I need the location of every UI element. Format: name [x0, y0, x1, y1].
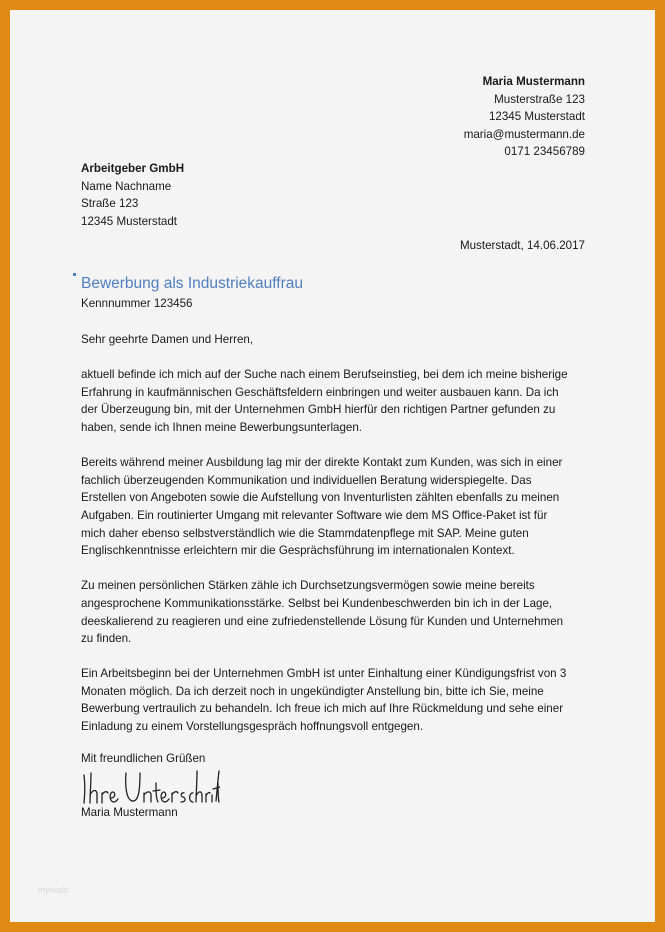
paragraph-line: Monaten möglich. Da ich derzeit noch in ungekündigter Anstellung bin, bitte ich Sie, meine [81, 684, 544, 698]
paragraph-line: der Überzeugung bin, mit der Unternehmen GmbH hierfür den richtigen Partner gefunden zu [81, 403, 556, 417]
paragraph-line: Englischkenntnisse erleichtern mir die Gesprächsführung im internationalen Kontext. [81, 544, 515, 558]
paragraph-line: haben, sende ich Ihnen meine Bewerbungsunterlagen. [81, 420, 363, 434]
handwritten-signature [80, 765, 220, 807]
closing-phrase: Mit freundlichen Grüßen [81, 752, 206, 765]
paragraph-line: Erfahrung in kaufmännischen Geschäftsfeldern einbringen und weiter ausbauen kann. Da ich [81, 385, 559, 399]
document-frame [5, 5, 660, 927]
paragraph-line: Ein Arbeitsbeginn bei der Unternehmen GmbH ist unter Einhaltung einer Kündigungsfrist von 3 [81, 667, 567, 681]
salutation: Sehr geehrte Damen und Herren, [81, 333, 254, 346]
watermark: mywals [38, 885, 69, 895]
paragraph-line: Zu meinen persönlichen Stärken zähle ich Durchsetzungsvermögen sowie meine bereits [81, 579, 535, 593]
paragraph-line: fachlich überzeugenden Kommunikation und individuellen Beratung widerspiegelte. Das [81, 473, 532, 487]
sender-block [464, 73, 585, 161]
paragraph-3 [81, 577, 591, 647]
recipient-street: Straße 123 [81, 197, 139, 211]
sender-phone: 0171 23456789 [504, 145, 585, 159]
paragraph-line: Bewerbung vertraulich zu behandeln. Ich freue ich mich auf Ihre Rückmeldung und sehe einer [81, 702, 564, 716]
paragraph-line: zu finden. [81, 632, 132, 646]
paragraph-4 [81, 665, 591, 735]
paragraph-marker-icon [73, 273, 76, 276]
paragraph-line: Einladung zu einem Vorstellungsgespräch hoffnungsvoll entgegen. [81, 720, 424, 734]
paragraph-2 [81, 454, 591, 560]
paragraph-line: mich daher ebenso selbstverständlich wie die Stammdatenpflege mit SAP. Meine guten [81, 526, 529, 540]
letter-body [81, 331, 591, 753]
paragraph-line: angesprochene Kommunikationsstärke. Selbst bei Kundenbeschwerden bin ich in der Lage, [81, 596, 553, 610]
letter-subject: Bewerbung als Industriekauffrau [81, 275, 304, 292]
paragraph-line: Aufgaben. Ein routinierter Umgang mit relevanter Software wie dem MS Office-Paket ist für [81, 508, 548, 522]
paragraph-line: deeskalierend zu reagieren und eine zufriedenstellende Lösung für Kunden und Unternehmen [81, 614, 564, 628]
sender-name: Maria Mustermann [482, 75, 585, 88]
recipient-block [81, 160, 184, 230]
letter-page [10, 10, 655, 922]
paragraph-1 [81, 366, 591, 436]
sender-street: Musterstraße 123 [494, 92, 585, 106]
paragraph-line: Bereits während meiner Ausbildung lag mir der direkte Kontakt zum Kunden, was sich in einer [81, 456, 563, 470]
recipient-company: Arbeitgeber GmbH [81, 162, 185, 175]
letter-date: Musterstadt, 14.06.2017 [459, 239, 585, 252]
paragraph-line: Erstellen von Angeboten sowie die Aufstellung von Inventurlisten zählten ebenfalls zu meinen [81, 491, 560, 505]
recipient-contact: Name Nachname [81, 179, 172, 193]
sender-email: maria@mustermann.de [463, 127, 585, 141]
signer-name: Maria Mustermann [81, 806, 178, 819]
sender-city: 12345 Musterstadt [488, 110, 585, 124]
paragraph-line: aktuell befinde ich mich auf der Suche nach einem Berufseinstieg, bei dem ich meine bisherige [81, 368, 568, 382]
reference-number: Kennnummer 123456 [81, 297, 193, 310]
recipient-city: 12345 Musterstadt [81, 214, 178, 228]
